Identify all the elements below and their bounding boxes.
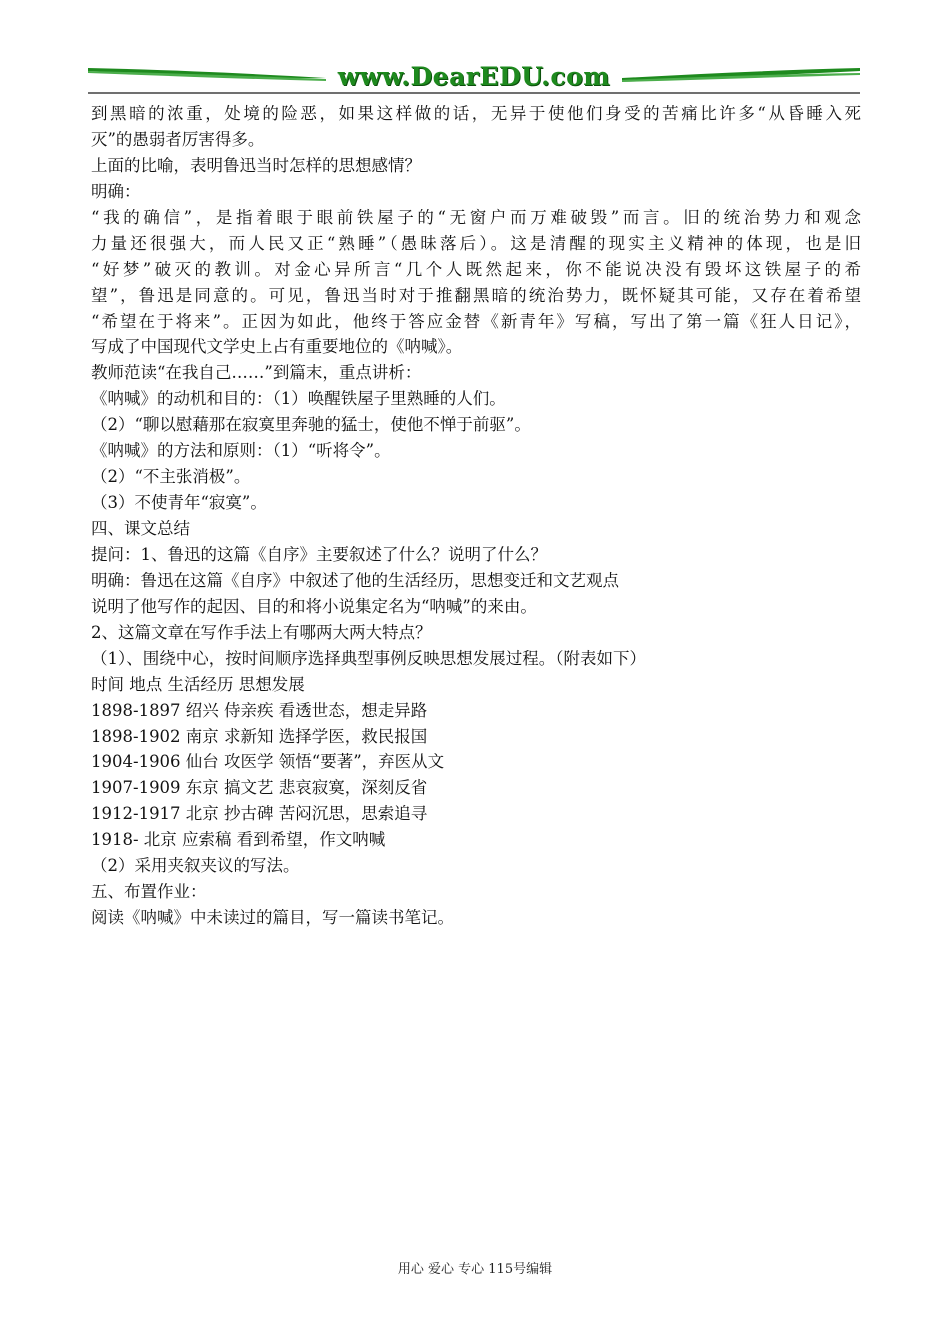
list-item: 《呐喊》的方法和原则：（1）“听将令”。 — [91, 441, 391, 461]
table-row: 1898-1902 南京 求新知 选择学医，救民报国 — [91, 726, 428, 746]
list-item: （1）、围绕中心，按时间顺序选择典型事例反映思想发展过程。（附表如下） — [91, 648, 646, 668]
paragraph-line: “希望在于将来”。正因为如此，他终于答应金替《新青年》写稿，写出了第一篇《狂人日记》， — [91, 311, 861, 331]
list-item: 《呐喊》的动机和目的：（1）唤醒铁屋子里熟睡的人们。 — [91, 389, 506, 409]
list-item: （2）采用夹叙夹议的写法。 — [91, 856, 300, 876]
table-row: 1907-1909 东京 搞文艺 悲哀寂寞，深刻反省 — [91, 778, 428, 798]
paragraph-line: 写成了中国现代文学史上占有重要地位的《呐喊》。 — [91, 337, 463, 357]
assignment-line: 阅读《呐喊》中未读过的篇目，写一篇读书笔记。 — [91, 908, 454, 928]
paragraph-line: 灭”的愚弱者厉害得多。 — [91, 129, 265, 149]
table-row: 1912-1917 北京 抄古碑 苦闷沉思，思索追寻 — [91, 804, 428, 824]
question-line: 上面的比喻，表明鲁迅当时怎样的思想感情？ — [91, 155, 421, 175]
paragraph-line: “好梦”破灭的教训。对金心异所言“几个人既然起来，你不能说决没有毁坏这铁屋子的希 — [91, 259, 861, 279]
answer-line: 说明了他写作的起因、目的和将小说集定名为“呐喊”的来由。 — [91, 596, 537, 616]
list-item: （2）“聊以慰藉那在寂寞里奔驰的猛士，使他不惮于前驱”。 — [91, 415, 531, 435]
document-body — [91, 101, 871, 931]
list-item: （2）“不主张消极”。 — [91, 467, 251, 487]
site-logo: www.DearEDU.com — [337, 62, 611, 91]
paragraph-line: 教师范读“在我自己……”到篇末，重点讲析： — [91, 363, 422, 383]
question-line: 提问：1、鲁迅的这篇《自序》主要叙述了什么？说明了什么？ — [91, 544, 547, 564]
table-row: 1918- 北京 应索稿 看到希望，作文呐喊 — [91, 830, 386, 850]
paragraph-line: 望”，鲁迅是同意的。可见，鲁迅当时对于推翻黑暗的统治势力，既怀疑其可能，又存在着希望 — [91, 285, 861, 305]
list-item: （3）不使青年“寂寞”。 — [91, 493, 267, 513]
table-row: 1904-1906 仙台 攻医学 领悟“要著”，弃医从文 — [91, 752, 445, 772]
section-heading: 四、课文总结 — [91, 519, 190, 538]
table-header-row: 时间 地点 生活经历 思想发展 — [91, 674, 305, 694]
table-row: 1898-1897 绍兴 侍亲疾 看透世态，想走异路 — [91, 700, 428, 720]
question-line: 2、这篇文章在写作手法上有哪两大两大特点？ — [91, 622, 432, 642]
paragraph-line: 力量还很强大，而人民又正“熟睡”（愚昧落后）。这是清醒的现实主义精神的体现，也是旧 — [91, 233, 861, 253]
page-header — [88, 60, 860, 100]
answer-line: 明确：鲁迅在这篇《自序》中叙述了他的生活经历，思想变迁和文艺观点 — [91, 570, 619, 590]
paragraph-line: “我的确信”，是指着眼于眼前铁屋子的“无窗户而万难破毁”而言。旧的统治势力和观念 — [91, 207, 861, 227]
answer-label: 明确： — [91, 181, 141, 201]
page-footer: 用心 爱心 专心 115号编辑 — [397, 1262, 553, 1277]
paragraph-line: 到黑暗的浓重，处境的险恶，如果这样做的话，无异于使他们身受的苦痛比许多“从昏睡入死 — [91, 104, 861, 123]
section-heading: 五、布置作业： — [91, 882, 207, 902]
